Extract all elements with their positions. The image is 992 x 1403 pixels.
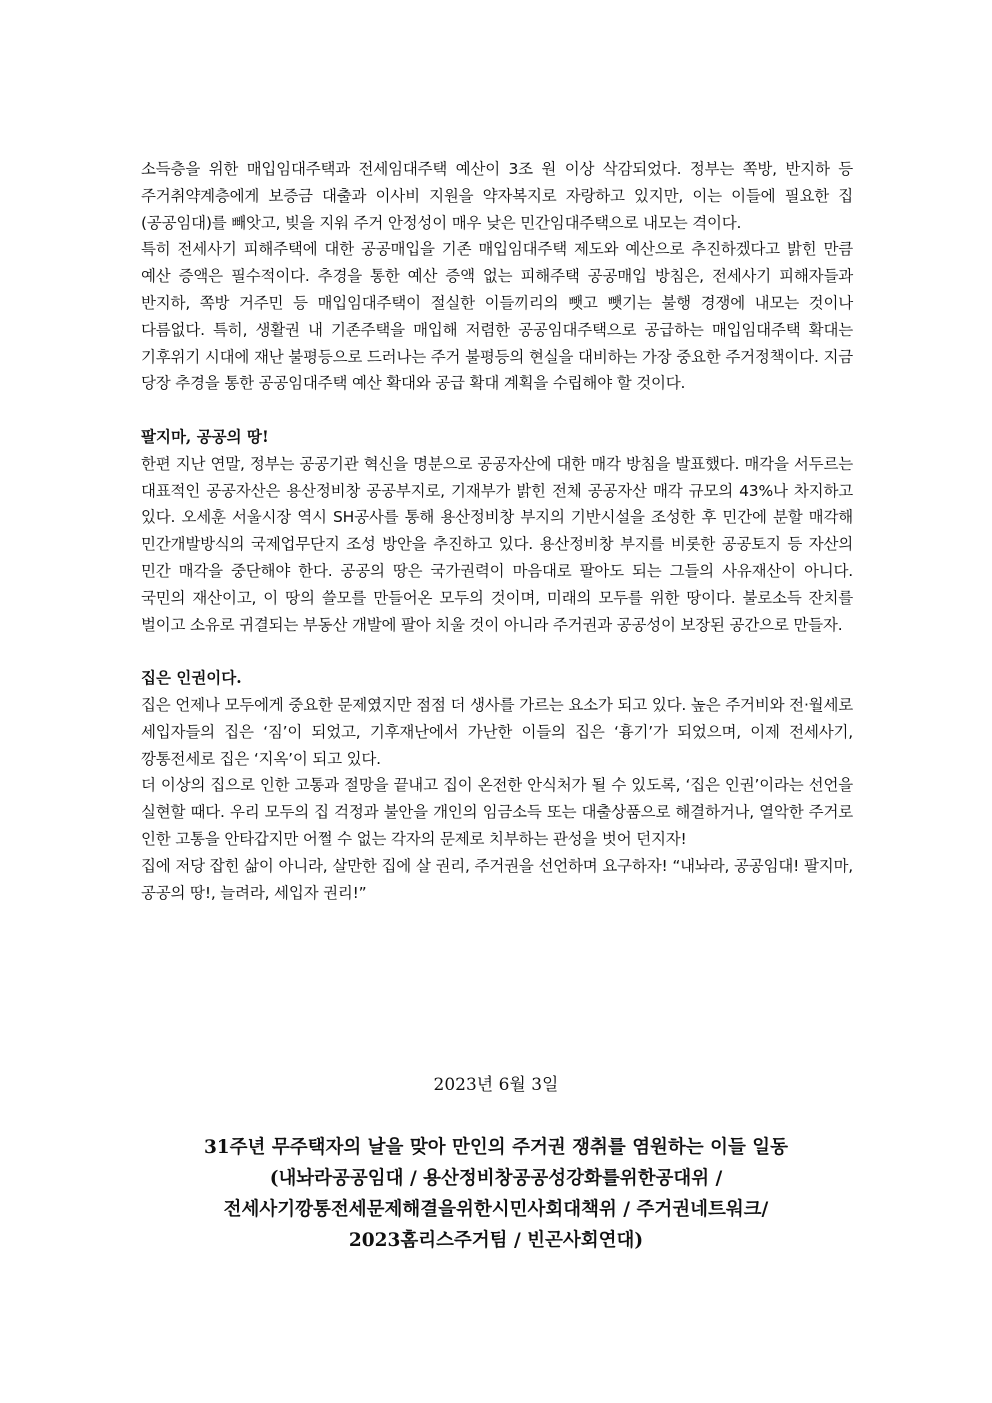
signature-line: (내놔라공공임대 / 용산정비창공공성강화를위한공대위 / [269,1168,723,1189]
signature-line: 2023홈리스주거팀 / 빈곤사회연대) [348,1230,644,1251]
section-paragraph: 집에 저당 잡힌 삶이 아니라, 살만한 집에 살 권리, 주거권을 선언하며 요구하자! “내놔라, 공공임대! 팔지마, 공공의 땅!, 늘려라, 세입자 권리!” [141,856,853,902]
signature-line: 31주년 무주택자의 날을 맞아 만인의 주거권 쟁취를 염원하는 이들 일동 [203,1137,789,1158]
section-paragraph: 집은 언제나 모두에게 중요한 문제였지만 점점 더 생사를 가르는 요소가 되고 있다. 높은 주거비와 전·월세로 세입자들의 집은 ‘짐’이 되었고, 기후재난에서 가난한 이들의 집은 ‘흉기’가 되었으며, 이제 전세사기, 깡통전세로 집은 ‘지옥’이 되고 있다. [141,695,853,768]
section-heading-housing-rights: 집은 인권이다. [141,668,242,688]
section-paragraph: 더 이상의 집으로 인한 고통과 절망을 끝내고 집이 온전한 안식처가 될 수 있도록, ‘집은 인권’이라는 선언을 실현할 때다. 우리 모두의 집 걱정과 불안을 개인의 임금소득 또는 대출상품으로 해결하거나, 열악한 주거로 인한 고통을 안타갑지만 어쩔 수 없는 각자의 문제로 치부하는 관성을 벗어 던지자! [141,776,853,848]
paragraph-spacer [141,638,853,665]
intro-paragraph: 특히 전세사기 피해주택에 대한 공공매입을 기존 매입임대주택 제도와 예산으로 추진하겠다고 밝힌 만큼 예산 증액은 필수적이다. 추경을 통한 예산 증액 없는 피해주택 공공매입 방침은, 전세사기 피해자들과 반지하, 쪽방 거주민 등 매입임대주택이 절실한 이들끼리의 뺏고 뺏기는 불행 경쟁에 내모는 것이나 다름없다. 특히, 생활권 내 기존주택을 매입해 저렴한 공공임대주택으로 공급하는 매입임대주택 확대는 기후위기 시대에 재난 불평등으로 드러나는 주거 불평등의 현실을 대비하는 가장 중요한 주거정책이다. 지금 당장 추경을 통한 공공임대주택 예산 확대와 공급 확대 계획을 수립해야 할 것이다. [141,240,853,393]
signature-line: 전세사기깡통전세문제해결을위한시민사회대책위 / 주거권네트워크/ [223,1199,769,1220]
section-paragraph: 한편 지난 연말, 정부는 공공기관 혁신을 명분으로 공공자산에 대한 매각 방침을 발표했다. 매각을 서두르는 대표적인 공공자산은 용산정비창 공공부지로, 기재부가 밝힌 전체 공공자산 매각 규모의 43%나 차지하고 있다. 오세훈 서울시장 역시 SH공사를 통해 용산정비창 부지의 기반시설을 조성한 후 민간에 분할 매각해 민간개발방식의 국제업무단지 조성 방안을 추진하고 있다. 용산정비창 부지를 비롯한 공공토지 등 자산의 민간 매각을 중단해야 한다. 공공의 땅은 국가권력이 마음대로 팔아도 되는 그들의 사유재산이 아니다. 국민의 재산이고, 이 땅의 쓸모를 만들어온 모두의 것이며, 미래의 모두를 위한 땅이다. 불로소득 잔치를 벌이고 소유로 귀결되는 부동산 개발에 팔아 치울 것이 아니라 주거권과 공공성이 보장된 공간으로 만들자. [141,454,853,634]
signature-block [0,1132,992,1256]
intro-paragraph: 소득층을 위한 매입임대주택과 전세임대주택 예산이 3조 원 이상 삭감되었다. 정부는 쪽방, 반지하 등 주거취약계층에게 보증금 대출과 이사비 지원을 약자복지로 자랑하고 있지만, 이는 이들에 필요한 집(공공임대)를 빼앗고, 빚을 지워 주거 안정성이 매우 낮은 민간임대주택으로 내모는 격이다. [141,160,853,232]
statement-date: 2023년 6월 3일 [433,1075,559,1095]
document-body [141,156,853,906]
section-heading-public-land: 팔지마, 공공의 땅! [141,426,269,446]
paragraph-spacer [141,397,853,424]
